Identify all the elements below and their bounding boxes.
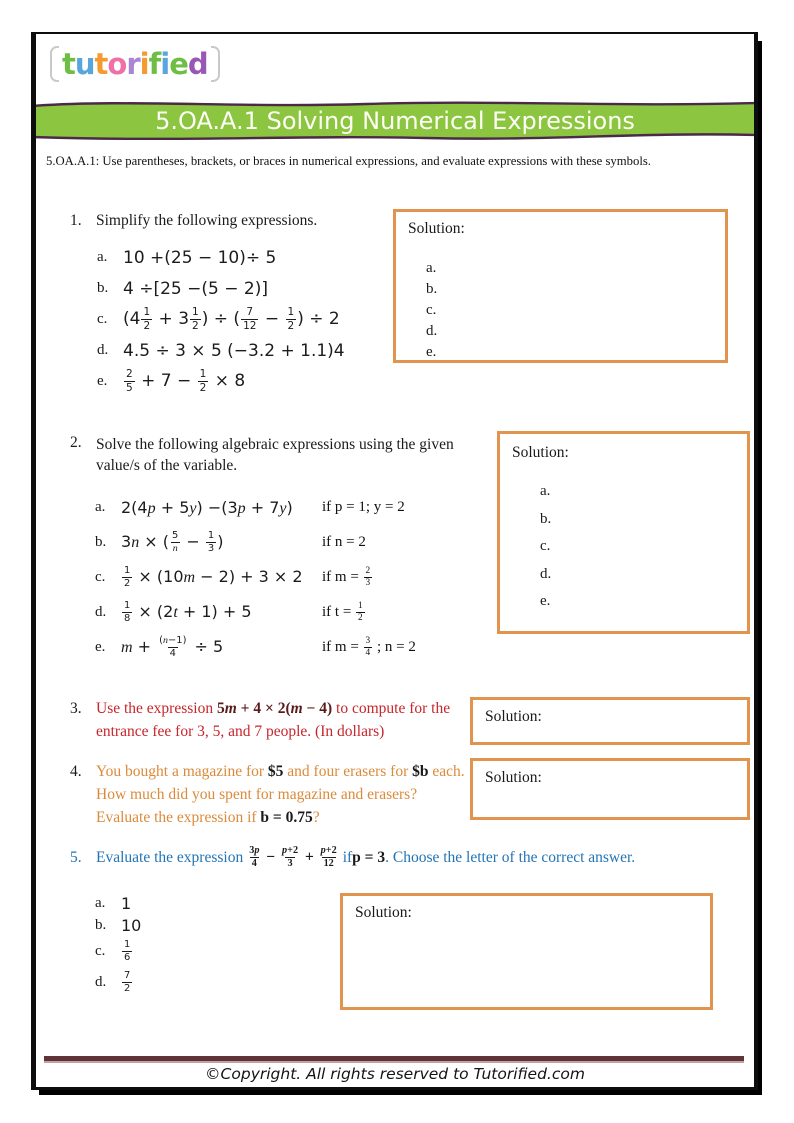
question-5-number: 5. bbox=[70, 848, 82, 866]
expression: 5m + 4 × 2(m − 4) bbox=[216, 700, 333, 717]
solution-label: Solution: bbox=[512, 444, 569, 461]
logo-left-bracket-icon bbox=[50, 46, 59, 82]
expression: 4 ÷[25 −(5 − 2)] bbox=[123, 278, 268, 299]
bold-value: p = 3 bbox=[352, 848, 386, 866]
solution-item: e. bbox=[540, 593, 551, 609]
condition: if n = 2 bbox=[322, 534, 366, 550]
choice-a bbox=[95, 892, 141, 914]
solution-item: b. bbox=[426, 281, 438, 297]
question-5-choices bbox=[95, 892, 141, 998]
question-4-number: 4. bbox=[70, 763, 82, 780]
copyright-text: ©Copyright. All rights reserved to Tutorified.com bbox=[205, 1065, 585, 1083]
question-3-number: 3. bbox=[70, 700, 82, 717]
logo-right-bracket-icon bbox=[211, 46, 220, 82]
choice-value: 10 bbox=[121, 915, 142, 935]
logo-letter: f bbox=[148, 46, 161, 81]
solution-box-5 bbox=[340, 893, 713, 1010]
question-2-number: 2. bbox=[70, 434, 82, 451]
expression: $\frac{2}{5}$ + 7 − $\frac{1}{2}$ × 8 bbox=[126, 368, 246, 394]
choice-label: b. bbox=[95, 916, 107, 933]
question-4-text bbox=[96, 760, 472, 829]
choice-value: $\frac{7}{2}$ bbox=[124, 969, 131, 994]
list-item bbox=[95, 595, 500, 630]
text-segment: Use the expression bbox=[96, 700, 217, 717]
title-banner bbox=[36, 96, 754, 143]
item-label: e. bbox=[97, 373, 108, 389]
question-2-prompt: Solve the following algebraic expressions using the given value/s of the variable. bbox=[96, 436, 454, 474]
text-segment: Evaluate the expression bbox=[96, 848, 244, 866]
text-segment: and four erasers for bbox=[283, 763, 413, 780]
question-4 bbox=[70, 760, 472, 829]
standard-description: 5.OA.A.1: Use parentheses, brackets, or braces in numerical expressions, and evaluate expressions with these symbols. bbox=[46, 154, 651, 168]
list-item bbox=[97, 242, 410, 273]
solution-label: Solution: bbox=[485, 769, 542, 786]
expression: $\frac{1}{8}$ × (2t + 1) + 5 bbox=[124, 600, 252, 624]
item-label: a. bbox=[95, 499, 106, 515]
text-segment: . Choose the letter of the correct answer. bbox=[385, 848, 636, 866]
question-2-items bbox=[70, 490, 500, 665]
expression: 10 +(25 − 10)÷ 5 bbox=[123, 247, 277, 268]
logo-letter: d bbox=[187, 46, 208, 81]
choice-label: a. bbox=[95, 894, 106, 911]
footer-divider bbox=[44, 1056, 744, 1063]
solution-box-2 bbox=[497, 431, 750, 634]
solution-box-1 bbox=[393, 209, 728, 363]
expression: m + $\frac{(n-1)}{4}$ ÷ 5 bbox=[121, 635, 224, 659]
solution-item: c. bbox=[540, 538, 551, 554]
question-1 bbox=[70, 212, 410, 397]
item-label: d. bbox=[97, 342, 109, 358]
item-label: a. bbox=[97, 249, 108, 265]
list-item bbox=[95, 560, 500, 595]
bold-value: $5 bbox=[267, 763, 284, 780]
condition: if t = $\frac{1}{2}$ bbox=[322, 600, 363, 623]
logo-letter: i bbox=[160, 46, 170, 81]
choice-label: d. bbox=[95, 973, 107, 990]
text-segment: ? bbox=[312, 809, 320, 826]
question-3-text bbox=[96, 697, 466, 743]
bold-value: $b bbox=[412, 763, 429, 780]
list-item bbox=[97, 273, 410, 304]
solution-item: d. bbox=[426, 323, 438, 339]
item-label: c. bbox=[95, 569, 106, 585]
choice-b bbox=[95, 914, 141, 936]
logo-letter: e bbox=[169, 46, 188, 81]
question-5 bbox=[70, 846, 730, 869]
item-label: e. bbox=[95, 639, 106, 655]
condition: if m = $\frac{2}{3}$ bbox=[322, 565, 371, 588]
solution-box-4 bbox=[470, 758, 750, 820]
logo-letter: r bbox=[126, 46, 140, 81]
list-item bbox=[97, 366, 410, 397]
list-item bbox=[97, 304, 410, 335]
choice-c bbox=[95, 936, 141, 966]
solution-item-labels bbox=[426, 258, 713, 363]
logo-letter: i bbox=[139, 46, 149, 81]
logo-wordmark bbox=[62, 46, 208, 81]
choice-d bbox=[95, 966, 141, 998]
item-label: b. bbox=[95, 534, 107, 550]
logo-letter: t bbox=[94, 46, 108, 81]
tutorified-logo bbox=[50, 46, 220, 82]
solution-item: e. bbox=[426, 344, 437, 360]
solution-item: c. bbox=[426, 302, 437, 318]
choice-label: c. bbox=[95, 942, 106, 959]
question-1-prompt: Simplify the following expressions. bbox=[96, 212, 318, 229]
expression: 4.5 ÷ 3 × 5 (−3.2 + 1.1)4 bbox=[123, 340, 345, 361]
expression: 2(4p + 5y) −(3p + 7y) bbox=[121, 497, 293, 517]
solution-label: Solution: bbox=[355, 904, 412, 921]
expression: $\frac{1}{2}$ × (10m − 2) + 3 × 2 bbox=[124, 565, 303, 589]
question-5-text bbox=[96, 846, 635, 869]
page-frame bbox=[31, 32, 758, 1090]
logo-letter: u bbox=[74, 46, 95, 81]
list-item bbox=[97, 335, 410, 366]
expression: $\frac{3p}{4}$ − $\frac{p+2}{3}$ + $\frac{p+2}{12}$ bbox=[249, 845, 337, 870]
text-segment: to compute for the entrance fee for 3, 5, and 7 people. (In dollars) bbox=[96, 700, 451, 740]
question-2 bbox=[70, 434, 500, 665]
solution-item-labels bbox=[540, 478, 735, 616]
list-item bbox=[95, 490, 500, 525]
solution-box-3 bbox=[470, 697, 750, 745]
list-item bbox=[95, 525, 500, 560]
text-segment: if bbox=[342, 848, 353, 866]
solution-item: d. bbox=[540, 565, 552, 582]
page-title: 5.OA.A.1 Solving Numerical Expressions bbox=[155, 106, 635, 135]
solution-item: b. bbox=[540, 510, 552, 527]
list-item bbox=[95, 630, 500, 665]
solution-item: a. bbox=[426, 260, 437, 276]
solution-label: Solution: bbox=[485, 708, 542, 725]
solution-item: a. bbox=[540, 483, 551, 499]
item-label: d. bbox=[95, 604, 107, 620]
expression: 3n × ( $\frac{5}{n}$ − $\frac{1}{3}$ ) bbox=[121, 530, 224, 554]
condition: if p = 1; y = 2 bbox=[322, 499, 405, 515]
text-segment: each. How much did you spent for magazine and erasers? Evaluate the expression if bbox=[96, 763, 465, 826]
choice-value: 1 bbox=[121, 893, 132, 913]
choice-value: $\frac{1}{6}$ bbox=[124, 938, 131, 963]
question-3 bbox=[70, 697, 466, 743]
logo-letter: t bbox=[62, 46, 75, 81]
question-1-items bbox=[70, 242, 410, 397]
logo-letter: o bbox=[107, 46, 127, 81]
item-label: b. bbox=[97, 280, 109, 296]
condition: if m = $\frac{3}{4}$ ; n = 2 bbox=[322, 635, 416, 658]
item-label: c. bbox=[97, 311, 108, 327]
solution-label: Solution: bbox=[408, 220, 465, 237]
bold-value: b = 0.75 bbox=[260, 809, 313, 826]
question-1-number: 1. bbox=[70, 212, 82, 229]
expression: (4 $\frac{1}{2}$ + 3 $\frac{1}{2}$ ) ÷ ( $\frac{7}{12}$ − $\frac{1}{2}$ ) ÷ 2 bbox=[123, 306, 340, 332]
text-segment: You bought a magazine for bbox=[96, 763, 268, 780]
